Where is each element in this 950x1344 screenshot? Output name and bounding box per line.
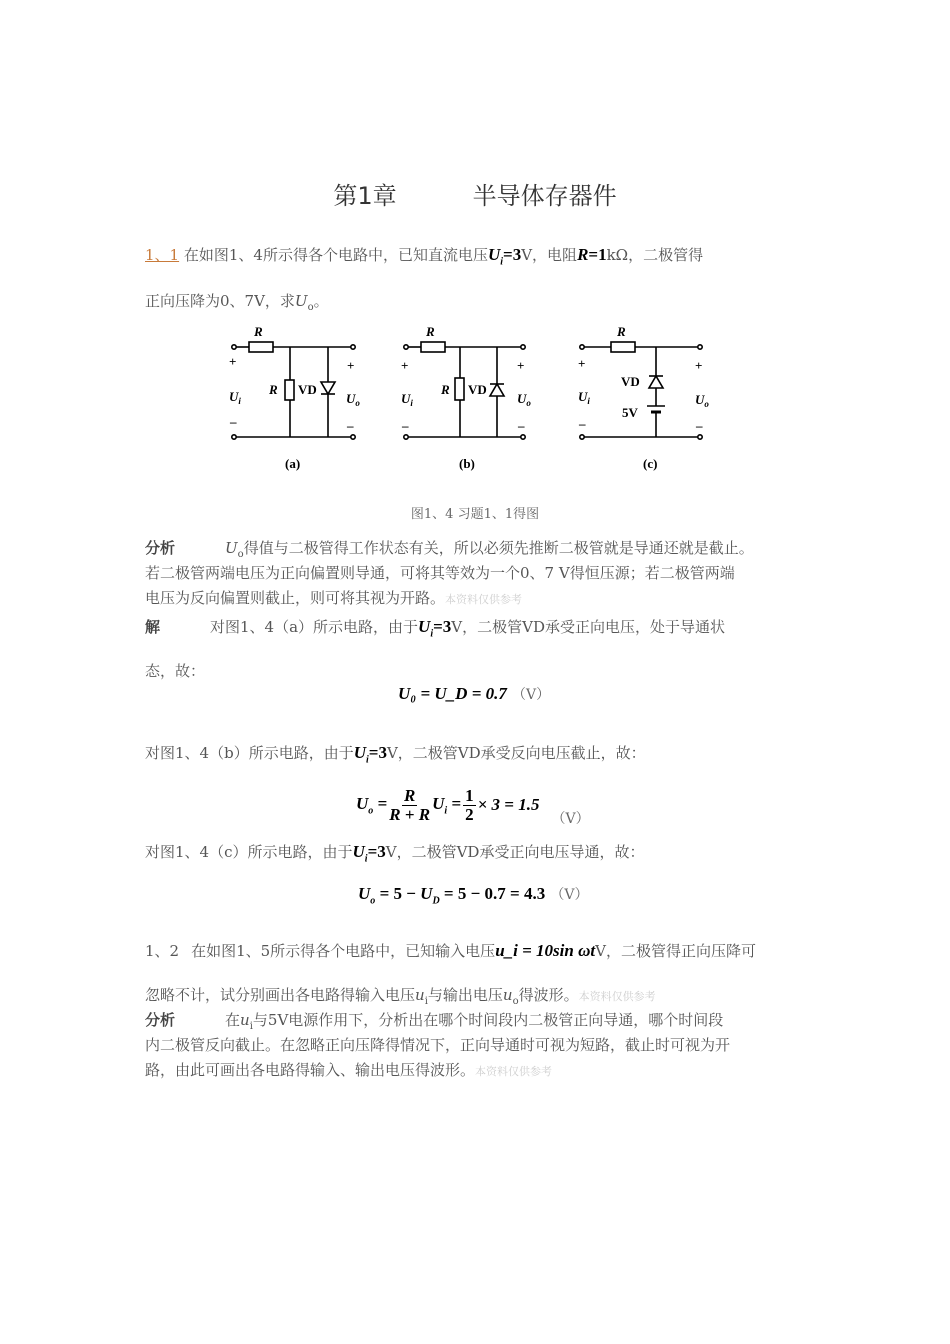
analysis-label: 分析 bbox=[145, 539, 176, 557]
minus-out-c: – bbox=[696, 418, 703, 433]
analysis-2-line-1: 分析 在$u_i$与5V电源作用下，分析出在哪个时间段内二极管正向导通，哪个时间段 bbox=[145, 1011, 724, 1032]
label-uo-b: $U_o$ bbox=[517, 391, 531, 408]
label-uo-c: $U_o$ bbox=[695, 392, 709, 409]
text: 电压为反向偏置则截止，则可将其视为开路。 bbox=[145, 589, 446, 607]
text: 对图1、4（b）所示电路，由于 bbox=[145, 744, 354, 762]
label-ui-a: $U_i$ bbox=[229, 389, 241, 406]
figure-caption: 图1、4 习题1、1得图 bbox=[410, 507, 540, 522]
equation-text: U₀ = U_D = 0.7 bbox=[398, 684, 507, 703]
label-vd-a: VD bbox=[298, 382, 317, 397]
analysis-2-line-2: 内二极管反向截止。在忽略正向压降得情况下，正向导通时可视为短路，截止时可视为开 bbox=[145, 1036, 731, 1054]
plus-a: + bbox=[229, 354, 237, 369]
plus-out-c: + bbox=[695, 358, 703, 373]
minus-c: – bbox=[579, 416, 586, 431]
problem-1-2-line-1 bbox=[145, 940, 756, 962]
text: 得值与二极管得工作状态有关，所以必须先推断二极管就是导通还就是截止。 bbox=[243, 539, 754, 557]
plus-b: + bbox=[401, 358, 409, 373]
problem-1-2-line-2: 忽略不计，试分别画出各电路得输入电压$u_i$与输出电压$u_o$得波形。本资料仅供参考 bbox=[145, 986, 656, 1007]
label-r-c: R bbox=[617, 324, 626, 339]
equation-1 bbox=[398, 684, 550, 704]
equation-ui: $U_i=3$ bbox=[487, 245, 522, 268]
minus-out-a: – bbox=[347, 418, 354, 433]
page-title bbox=[0, 176, 950, 211]
problem-1-1-line-2 bbox=[145, 290, 329, 319]
label-r-b: R bbox=[426, 324, 435, 339]
solution-line-2: 态，故： bbox=[145, 662, 206, 680]
text: 对图1、4（a）所示电路，由于 bbox=[210, 618, 419, 636]
equation-3: $U_o = 5 - U_D = 5 - 0.7 = 4.3$ （V） bbox=[358, 884, 589, 907]
symbol: U bbox=[294, 292, 308, 310]
text: kΩ，二极管得 bbox=[606, 246, 704, 264]
watermark-text: 本资料仅供参考 bbox=[578, 990, 656, 1003]
label-r2-b: R bbox=[441, 382, 450, 397]
circuit-c bbox=[580, 342, 702, 439]
analysis-1-line-3 bbox=[145, 587, 522, 611]
text: 忽略不计，试分别画出各电路得输入电压 bbox=[145, 986, 416, 1004]
equation-ui: $U_i=3$ bbox=[352, 842, 386, 865]
text: 对图1、4（c）所示电路，由于 bbox=[145, 843, 353, 861]
solution-line-1 bbox=[145, 616, 725, 645]
plus-c: + bbox=[578, 356, 586, 371]
equation-ui-sin: u_i = 10sin ωt bbox=[495, 941, 596, 960]
equation-r: R=1 bbox=[577, 245, 607, 264]
watermark-text: 本资料仅供参考 bbox=[445, 593, 523, 606]
label-fig-a: (a) bbox=[285, 456, 301, 471]
text: 在 bbox=[225, 1011, 241, 1029]
label-r-a: R bbox=[254, 324, 263, 339]
solution-b-line bbox=[145, 742, 646, 771]
minus-b: – bbox=[402, 418, 409, 433]
unit: （V） bbox=[551, 811, 590, 827]
text: 与输出电压 bbox=[427, 986, 503, 1004]
label-ui-c: $U_i$ bbox=[578, 389, 590, 406]
text: 得波形。 bbox=[518, 986, 579, 1004]
analysis-2-line-3 bbox=[145, 1059, 552, 1083]
circuit-a bbox=[232, 342, 355, 439]
problem-number-link[interactable]: 1、1 bbox=[145, 246, 180, 264]
problem-1-1-line-1 bbox=[145, 244, 703, 273]
solution-c-line bbox=[145, 841, 644, 870]
solution-label: 解 bbox=[145, 618, 161, 636]
symbol: U bbox=[225, 539, 238, 557]
plus-out-a: + bbox=[347, 358, 355, 373]
label-fig-c: (c) bbox=[643, 456, 658, 471]
label-vd-c: VD bbox=[621, 374, 640, 389]
equation-2: $U_o$ = $\frac{R}{R + R}$ $U_i$ = $\frac{1}{2}$ × 3 = 1.5 （V） bbox=[356, 785, 590, 827]
label-r2-a: R bbox=[269, 382, 278, 397]
circuit-figure bbox=[225, 320, 725, 480]
label-fig-b: (b) bbox=[459, 456, 475, 471]
analysis-1-line-2: 若二极管两端电压为正向偏置则导通，可将其等效为一个0、7 V得恒压源；若二极管两端 bbox=[145, 564, 735, 582]
text: 在如图1、5所示得各个电路中，已知输入电压 bbox=[191, 942, 496, 960]
text: V，电阻 bbox=[521, 246, 578, 264]
chapter-number: 第1章 bbox=[333, 182, 397, 210]
plus-out-b: + bbox=[517, 358, 525, 373]
text: 路，由此可画出各电路得输入、输出电压得波形。 bbox=[145, 1061, 476, 1079]
chapter-name: 半导体存器件 bbox=[472, 182, 617, 210]
problem-number: 1、2 bbox=[145, 942, 180, 960]
text: 与5V电源作用下，分析出在哪个时间段内二极管正向导通，哪个时间段 bbox=[252, 1011, 724, 1029]
text: 。 bbox=[313, 292, 329, 310]
text: V，二极管VD承受正向电压导通，故： bbox=[385, 843, 645, 861]
text: 正向压降为0、7V，求 bbox=[145, 292, 295, 310]
text: V，二极管VD承受正向电压，处于导通状 bbox=[451, 618, 725, 636]
text: V，二极管得正向压降可 bbox=[595, 942, 756, 960]
label-5v-c: 5V bbox=[622, 405, 638, 420]
unit: （V） bbox=[550, 887, 589, 903]
equation-ui: $U_i=3$ bbox=[353, 743, 387, 766]
text: V，二极管VD承受反向电压截止，故： bbox=[386, 744, 646, 762]
equation-ui: $U_i=3$ bbox=[418, 617, 452, 640]
analysis-label: 分析 bbox=[145, 1011, 176, 1029]
subscript: o bbox=[237, 549, 244, 560]
label-ui-b: $U_i$ bbox=[401, 391, 413, 408]
text: 在如图1、4所示得各个电路中，已知直流电压 bbox=[183, 246, 488, 264]
label-vd-b: VD bbox=[468, 382, 487, 397]
label-uo-a: $U_o$ bbox=[346, 391, 360, 408]
minus-out-b: – bbox=[518, 418, 525, 433]
circuit-b bbox=[404, 342, 525, 439]
subscript: o bbox=[307, 302, 314, 313]
unit: （V） bbox=[511, 687, 551, 703]
minus-a: – bbox=[230, 414, 237, 429]
watermark-text: 本资料仅供参考 bbox=[475, 1065, 553, 1078]
